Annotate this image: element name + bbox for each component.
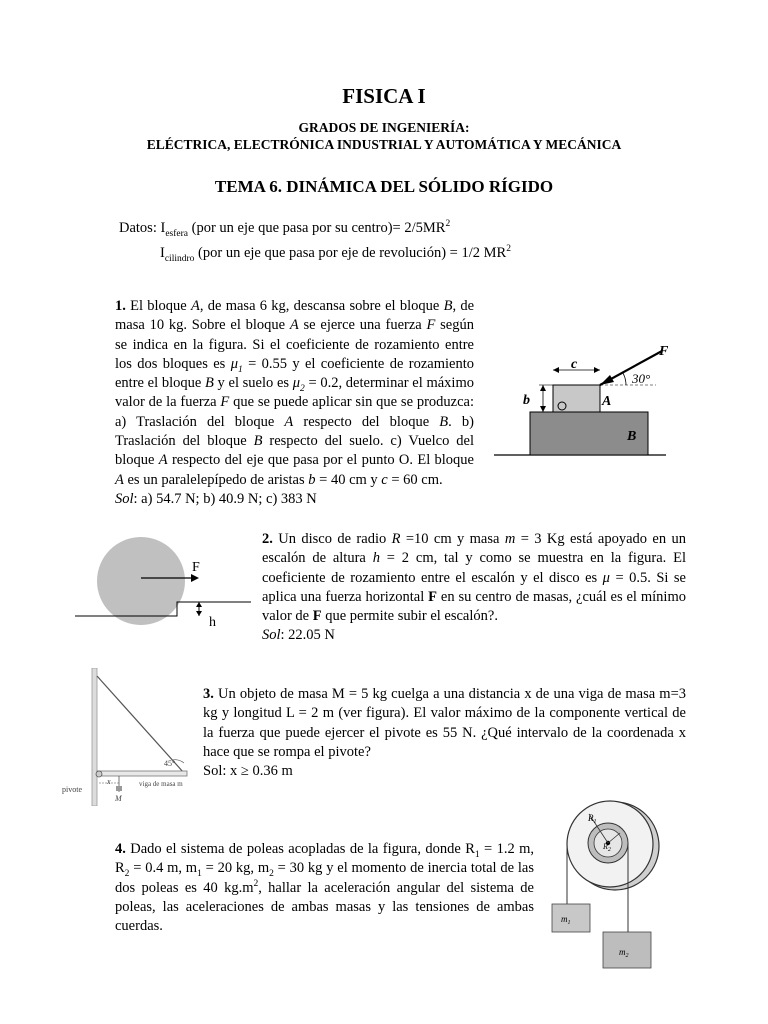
force-arrow-head [191, 574, 199, 582]
problem-3-text [203, 685, 686, 781]
inertia-cilindro-text: (por un eje que pasa por eje de revolución) = 1/2 MR [194, 245, 507, 261]
dim-b-arrow-down [540, 406, 546, 412]
p1-var: 1 [237, 364, 243, 375]
inertia-esfera-sup: 2 [445, 219, 451, 230]
pivot [96, 771, 102, 777]
dim-b-arrow-up [540, 385, 546, 391]
p1-var: B [205, 375, 214, 392]
p1-sol-label: Sol [115, 490, 134, 507]
p4-text: = 1.2 m, R [115, 841, 534, 877]
p1-var: b [308, 471, 316, 488]
p2-sol-label: Sol [262, 627, 281, 644]
p4-sub: 1 [197, 869, 202, 880]
disk [97, 537, 185, 625]
figure-beam [60, 668, 195, 806]
fig1-label-b: b [523, 393, 530, 408]
dim-c-arrow-right [594, 367, 600, 373]
dim-c-arrow-left [553, 367, 559, 373]
inertia-cilindro-sup: 2 [506, 244, 511, 255]
problem-4-text [115, 840, 534, 936]
p1-text: . b) Traslación del bloque [115, 413, 474, 450]
fig1-label-a: A [602, 394, 612, 409]
mass-m2 [603, 932, 651, 968]
p2-var: m [504, 531, 516, 547]
p1-text: = 0.2, determinar el máximo valor de la fuerza [115, 375, 474, 411]
inertia-sub-esfera: esfera [165, 228, 189, 239]
p2-var: F [428, 588, 438, 605]
p2-text: =10 cm y masa [400, 531, 505, 547]
p1-text: respecto del bloque [293, 413, 440, 430]
p4-sub: 2 [269, 869, 274, 880]
p1-text: , de masa 6 kg, descansa sobre el bloque [199, 298, 444, 314]
fig1-label-f: F [659, 344, 669, 359]
wall [92, 668, 97, 806]
p1-text: respecto del eje que pasa por el punto O. El bloque [167, 452, 474, 469]
inertia-sub-cilindro: cilindro [164, 253, 195, 264]
p1-var: c [381, 471, 388, 488]
p2-text: en su centro de masas, ¿cuál es el mínimo valor de [262, 588, 686, 625]
problem-1-text [115, 297, 474, 509]
p2-solution: : 22.05 N [280, 627, 335, 644]
fig3-label-angle: 45° [164, 759, 176, 768]
p1-text: = 60 cm. [387, 471, 443, 488]
p1-var: F [220, 394, 230, 411]
p1-text: es un paralelepípedo de aristas [123, 471, 309, 488]
p1-var: A [289, 317, 299, 334]
p1-var: F [426, 317, 436, 334]
p2-text: = 0.5. Si se aplica una fuerza horizontal [262, 569, 686, 605]
mass-m [116, 786, 122, 791]
fig3-label-m: M [115, 794, 122, 803]
inertia-symbol: I [160, 245, 165, 261]
page-title: FISICA I [342, 84, 426, 108]
p1-var: μ [230, 355, 238, 372]
figure-blocks [486, 330, 676, 460]
datos-line-2 [160, 244, 511, 263]
fig3-label-pivote: pivote [62, 785, 82, 794]
p1-text: = 0.55 y el coeficiente de rozamiento entre el bloque [115, 355, 474, 392]
p1-var: B [443, 298, 453, 314]
p1-text: y el suelo es [213, 375, 293, 392]
p4-text: Dado el sistema de poleas acopladas de la figura, donde R [125, 841, 475, 857]
p4-sub: 2 [124, 869, 130, 880]
p3-solution: Sol: x ≥ 0.36 m [203, 763, 293, 780]
p1-var: B [439, 413, 449, 430]
p1-text: , de masa 10 kg. Sobre el bloque [115, 298, 475, 334]
p4-text: = 30 kg y el momento de inercia total de las dos poleas es 40 kg.m [115, 860, 534, 896]
dim-h-arrow-down [196, 611, 202, 616]
p1-var: A [284, 413, 294, 430]
mass-m1 [552, 904, 590, 932]
fig4-label-m1: $m_1$ [561, 914, 571, 926]
problem-1-number: 1. [115, 298, 126, 314]
p1-text: El bloque [125, 298, 192, 314]
fig3-label-viga: viga de masa m [139, 780, 183, 788]
fig3-label-x: x [107, 777, 111, 786]
p2-text: = 2 cm, tal y como se muestra en la figura. El coeficiente de rozamiento entre el escalón y el disco es [262, 550, 686, 586]
p2-var: h [372, 550, 380, 567]
inertia-esfera-text: (por un eje que pasa por su centro)= 2/5MR [188, 220, 446, 236]
p1-var: 2 [300, 384, 305, 395]
figure-pulleys [545, 800, 665, 975]
p1-solution: : a) 54.7 N; b) 40.9 N; c) 383 N [133, 490, 317, 507]
datos-line-1 [119, 219, 450, 238]
p2-var: μ [602, 569, 610, 586]
p4-sub: 1 [474, 849, 480, 860]
fig4-label-r1: $R_1$ [588, 813, 597, 825]
degree-list: ELÉCTRICA, ELECTRÓNICA INDUSTRIAL Y AUTOMÁTICA Y MECÁNICA [146, 137, 622, 152]
p3-text: Un objeto de masa M = 5 kg cuelga a una distancia x de una viga de masa m=3 kg y longitud L = 2 m (ver figura). El valor máximo de la componente vertical de la fuerza que puede ejercer el pivote es 55 N. ¿Qué intervalo de la coordenada x hace que se rompa el pivote? [203, 686, 686, 760]
problem-2-text [262, 530, 686, 646]
fig4-label-r2: $R_2$ [603, 842, 611, 853]
p1-text: que se puede aplicar sin que se produzca: a) Traslación del bloque [115, 394, 474, 430]
block-a [553, 385, 600, 412]
angle-arc [623, 373, 626, 385]
dim-h-arrow-up [196, 602, 202, 607]
p1-var: B [253, 433, 263, 450]
p1-text: según se indica en la figura. Si el coeficiente de rozamiento entre los dos bloques es [115, 317, 474, 372]
p2-var: R [391, 531, 401, 547]
fig2-label-f: F [192, 560, 200, 575]
fig4-label-m2: $m_2$ [619, 947, 629, 959]
p4-sup: 2 [253, 878, 259, 889]
inertia-symbol: I [160, 220, 166, 236]
problem-2-number: 2. [262, 531, 273, 547]
p1-var: μ [292, 375, 301, 392]
p1-text: respecto del suelo. c) Vuelco del bloque [115, 433, 474, 469]
p2-var: F [312, 608, 322, 625]
fig1-label-c: c [571, 357, 578, 372]
p2-text: que permite subir el escalón?. [321, 608, 498, 625]
fig2-label-h: h [209, 615, 216, 630]
p1-var: A [158, 452, 168, 469]
fig1-label-angle: 30° [632, 371, 651, 386]
problem-4-number: 4. [115, 841, 126, 857]
problem-3-number: 3. [203, 686, 214, 702]
p4-text: , hallar la aceleración angular del sistema de poleas, las aceleraciones de ambas masas y las tensiones de ambas cuerdas. [115, 879, 534, 935]
topic-title: TEMA 6. DINÁMICA DEL SÓLIDO RÍGIDO [214, 177, 554, 196]
p2-text: Un disco de radio [272, 531, 392, 547]
p4-text: = 20 kg, m [201, 860, 270, 877]
p1-var: A [115, 471, 124, 488]
p1-text: se ejerce una fuerza [298, 317, 427, 334]
figure-disk-step [75, 535, 255, 635]
p1-var: A [191, 298, 200, 314]
force-arrow-head [600, 375, 614, 385]
p2-text: = 3 Kg está apoyado en un escalón de altura [262, 531, 687, 567]
fig1-label-bb: B [627, 429, 637, 444]
p4-text: = 0.4 m, m [129, 860, 198, 877]
datos-label: Datos: [119, 220, 161, 236]
beam [97, 771, 187, 776]
p1-text: = 40 cm y [315, 471, 382, 488]
degree-heading: GRADOS DE INGENIERÍA: [298, 120, 470, 135]
